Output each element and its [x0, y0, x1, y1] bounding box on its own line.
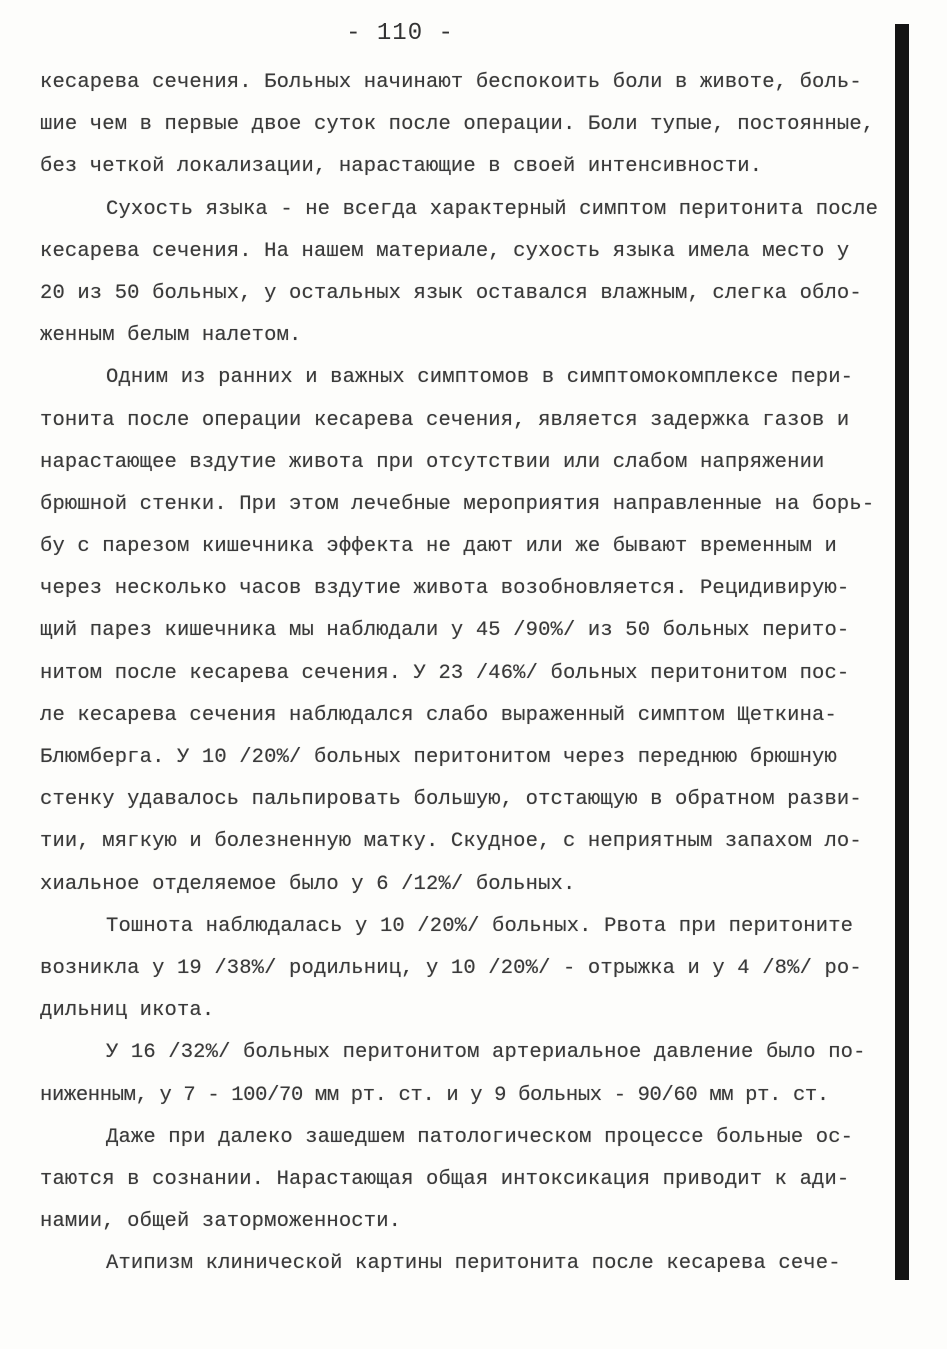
text-line: женным белым налетом. — [40, 324, 302, 348]
text-line: брюшной стенки. При этом лечебные мероприятия направленные на борь- — [40, 492, 875, 516]
text-line: У 16 /32%/ больных перитонитом артериальное давление было по- — [106, 1041, 866, 1065]
text-line: 20 из 50 больных, у остальных язык оставался влажным, слегка обло- — [40, 281, 862, 305]
page-number: - 110 - — [346, 20, 454, 47]
body-text — [40, 62, 890, 1285]
scan-edge-bar — [895, 24, 909, 1280]
text-line: возникла у 19 /38%/ родильниц, у 10 /20%/ - отрыжка и у 4 /8%/ ро- — [40, 956, 862, 980]
text-line: тонита после операции кесарева сечения, является задержка газов и — [40, 408, 850, 432]
text-line: таются в сознании. Нарастающая общая интоксикация приводит к ади- — [40, 1167, 850, 1191]
text-line: тии, мягкую и болезненную матку. Скудное, с неприятным запахом ло- — [40, 830, 862, 854]
text-line: шие чем в первые двое суток после операции. Боли тупые, постоянные, — [40, 113, 875, 137]
text-line: Блюмберга. У 10 /20%/ больных перитонитом через переднюю брюшную — [40, 746, 837, 769]
text-line: Сухость языка - не всегда характерный симптом перитонита после — [106, 197, 879, 221]
text-line: ле кесарева сечения наблюдался слабо выраженный симптом Щеткина- — [40, 703, 837, 727]
text-line: нитом после кесарева сечения. У 23 /46%/ больных перитонитом пос- — [40, 661, 850, 685]
text-line: Даже при далеко зашедшем патологическом процессе больные ос- — [106, 1125, 854, 1149]
text-line: хиальное отделяемое было у 6 /12%/ больных. — [40, 872, 576, 896]
text-line: кесарева сечения. На нашем материале, сухость языка имела место у — [40, 239, 850, 263]
text-line: без четкой локализации, нарастающие в своей интенсивности. — [40, 155, 763, 179]
text-line: стенку удавалось пальпировать большую, отстающую в обратном разви- — [40, 788, 862, 812]
text-line: кесарева сечения. Больных начинают беспокоить боли в животе, боль- — [40, 71, 862, 94]
text-line: Тошнота наблюдалась у 10 /20%/ больных. Рвота при перитоните — [106, 914, 854, 938]
text-line: через несколько часов вздутие живота возобновляется. Рецидивирую- — [40, 577, 850, 601]
text-line: Атипизм клинической картины перитонита после кесарева сече- — [106, 1252, 841, 1276]
text-line: намии, общей заторможенности. — [40, 1210, 402, 1234]
text-line: Одним из ранних и важных симптомов в симптомокомплексе пери- — [106, 366, 854, 390]
text-line: бу с парезом кишечника эффекта не дают или же бывают временным и — [40, 535, 837, 559]
text-line: нарастающее вздутие живота при отсутствии или слабом напряжении — [40, 450, 825, 474]
text-line: щий парез кишечника мы наблюдали у 45 /90%/ из 50 больных перито- — [40, 619, 850, 643]
text-line: дильниц икота. — [40, 999, 215, 1023]
text-line: ниженным, у 7 - 100/70 мм рт. ст. и у 9 больных - 90/60 мм рт. ст. — [40, 1083, 829, 1107]
